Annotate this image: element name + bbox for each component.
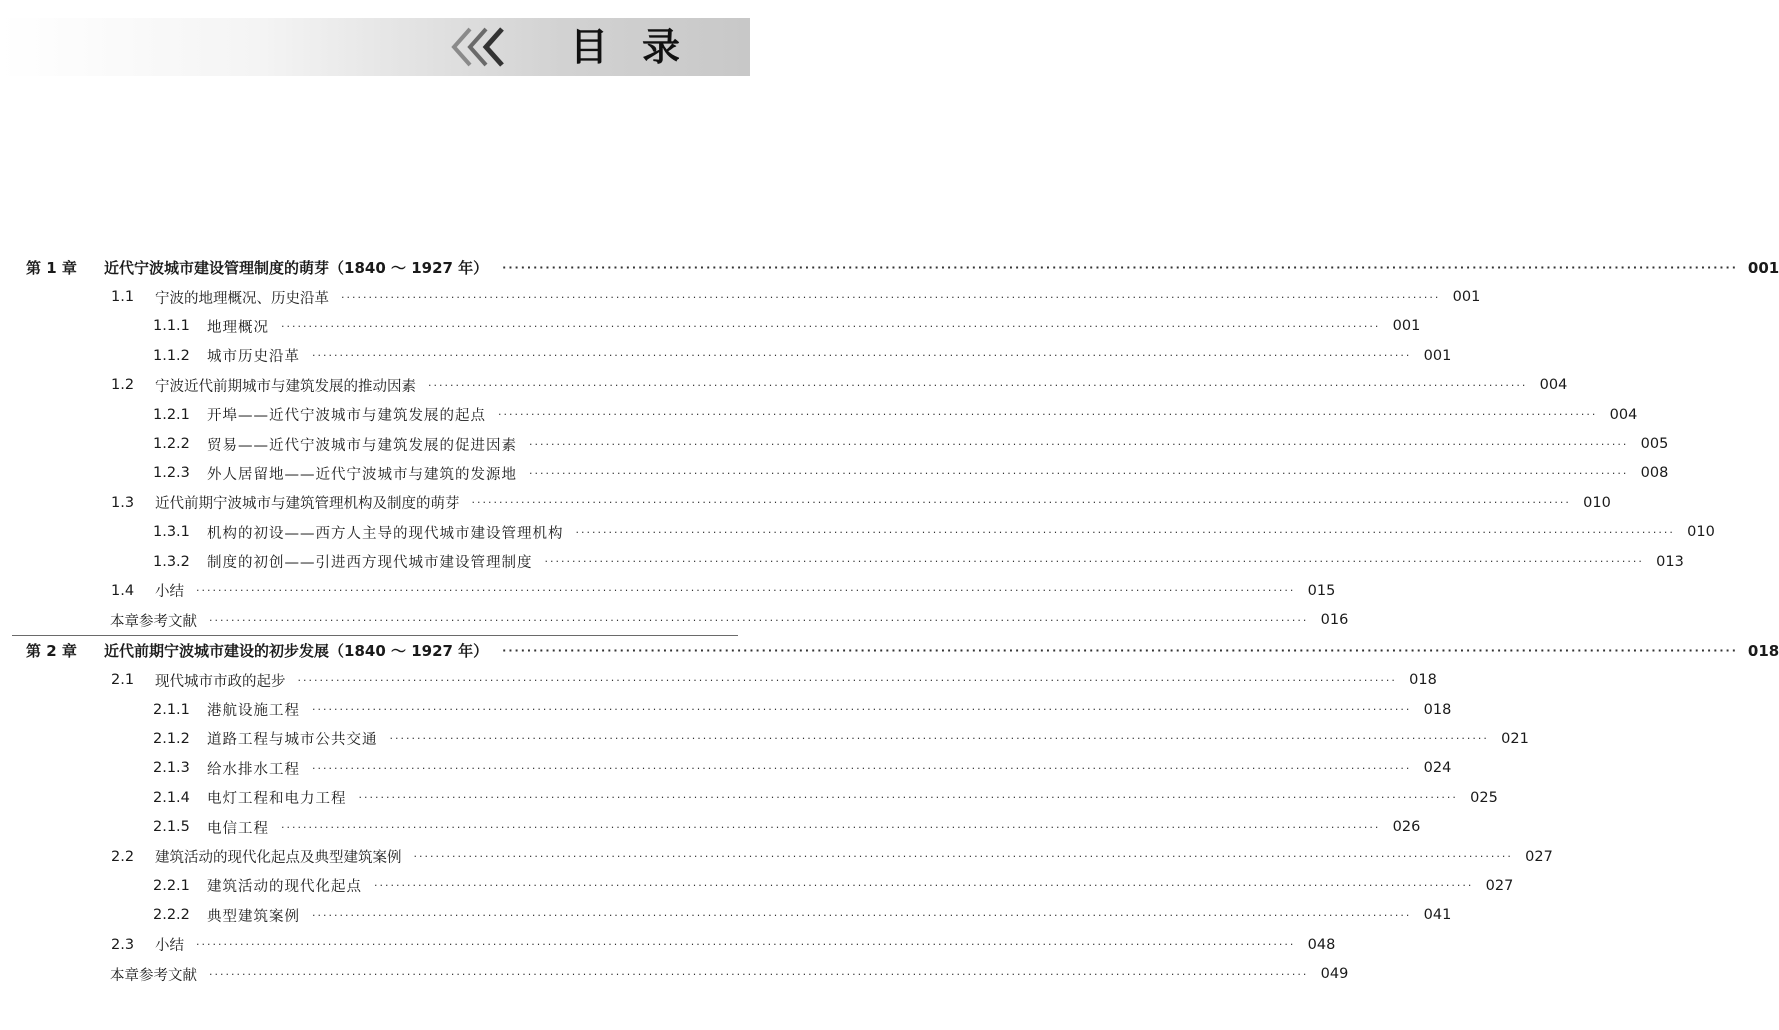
- toc-entry-title: 现代城市市政的起步: [155, 673, 286, 690]
- toc-entry-number: 第 1 章: [26, 259, 77, 278]
- toc-entry-title: 开埠——近代宁波城市与建筑发展的起点: [207, 408, 486, 425]
- toc-page-number: 027: [1485, 877, 1514, 894]
- toc-entry-number: 第 2 章: [26, 642, 77, 661]
- toc-entry-number: 2.1.5: [153, 819, 190, 836]
- toc-entry-number: 1.1.2: [153, 347, 190, 364]
- dot-leader: ········································································································································································································: [529, 437, 1629, 451]
- toc-sub-row[interactable]: [0, 400, 1638, 429]
- toc-entry-number: 1.3.2: [153, 553, 190, 570]
- toc-section-row[interactable]: [0, 488, 1611, 517]
- toc-entry-title: 港航设施工程: [207, 703, 300, 720]
- toc-entry-number: 1.2.2: [153, 436, 190, 453]
- toc-page-number: 018: [1423, 701, 1452, 718]
- toc-page-number: 004: [1539, 377, 1568, 394]
- toc-page-number: 048: [1307, 936, 1336, 953]
- toc-sub-row[interactable]: [0, 312, 1421, 341]
- toc-entry-title: 近代前期宁波城市与建筑管理机构及制度的萌芽: [155, 496, 460, 513]
- toc-sub-row[interactable]: [0, 695, 1452, 724]
- toc-page-number: 018: [1409, 672, 1437, 689]
- dot-leader: ········································································································································································································: [374, 879, 1474, 893]
- dot-leader: ········································································································································································································: [196, 938, 1296, 952]
- toc-sub-row[interactable]: [0, 518, 1715, 547]
- toc-entry-number: 1.1: [111, 289, 135, 306]
- dot-leader: ········································································································································································································: [196, 584, 1296, 598]
- toc-entry-title: 外人居留地——近代宁波城市与建筑的发源地: [207, 466, 517, 483]
- contents-header: [0, 18, 750, 76]
- toc-page-number: 025: [1470, 789, 1498, 806]
- toc-sub-row[interactable]: [0, 783, 1498, 812]
- dot-leader: ········································································································································································································: [471, 496, 1571, 510]
- toc-entry-title: 地理概况: [207, 319, 269, 336]
- toc-sub-row[interactable]: [0, 754, 1452, 783]
- dot-leader: ········································································································································································································: [312, 703, 1412, 717]
- dot-leader: ········································································································································································································: [428, 378, 1528, 392]
- toc-sub-row[interactable]: [0, 724, 1529, 753]
- dot-leader: ········································································································································································································: [297, 673, 1397, 687]
- toc-chapter-row[interactable]: [0, 636, 1779, 665]
- toc-entry-number: 1.3: [111, 494, 135, 511]
- toc-entry-number: 2.1.3: [153, 760, 190, 777]
- toc-entry-title: 城市历史沿革: [207, 349, 300, 366]
- dot-leader: ········································································································································································································: [413, 850, 1513, 863]
- toc-section-row[interactable]: [0, 930, 1336, 959]
- toc-entry-title: 宁波的地理概况、历史沿革: [155, 290, 329, 307]
- dot-leader: ········································································································································································································: [281, 820, 1381, 834]
- toc-page-number: 026: [1392, 819, 1421, 836]
- toc-sub-row[interactable]: [0, 547, 1684, 576]
- toc-page-number: 015: [1307, 582, 1336, 599]
- toc-sub-row[interactable]: [0, 429, 1669, 458]
- dot-leader: ········································································································································································································: [575, 525, 1675, 539]
- toc-sub-row[interactable]: [0, 459, 1669, 488]
- toc-entry-number: 2.2.1: [153, 877, 190, 894]
- toc-page-number: 001: [1423, 347, 1452, 364]
- toc-entry-number: 1.2.1: [153, 406, 190, 423]
- toc-entry-number: 1.1.1: [153, 318, 190, 335]
- page-title: 目录: [570, 25, 715, 69]
- toc-entry-number: 1.2.3: [153, 465, 190, 482]
- toc-entry-title: 典型建筑案例: [207, 908, 300, 925]
- toc-entry-number: 2.1.4: [153, 789, 190, 806]
- toc-page-number: 008: [1640, 465, 1669, 482]
- toc-chapter-row[interactable]: [0, 253, 1779, 282]
- toc-section-row[interactable]: [0, 842, 1553, 871]
- toc-entry-title: 建筑活动的现代化起点: [207, 879, 362, 896]
- toc-page-number: 021: [1501, 730, 1529, 747]
- toc-page-number: 016: [1320, 612, 1349, 629]
- toc-page-number: 027: [1525, 848, 1553, 865]
- toc-entry-number: 1.4: [111, 582, 135, 599]
- toc-entry-title: 本章参考文献: [110, 613, 197, 630]
- toc-entry-title: 近代前期宁波城市建设的初步发展（1840 ～ 1927 年）: [104, 642, 489, 661]
- toc-page-number: 005: [1640, 436, 1669, 453]
- dot-leader: ········································································································································································································: [312, 349, 1412, 363]
- toc-sub-row[interactable]: [0, 341, 1452, 370]
- dot-leader: ········································································································································································································: [312, 908, 1412, 922]
- toc-entry-title: 道路工程与城市公共交通: [207, 732, 378, 749]
- toc-entry-title: 小结: [155, 938, 184, 955]
- toc-sub-row[interactable]: [0, 871, 1514, 900]
- toc-entry-number: 2.3: [111, 936, 135, 953]
- toc-entry-number: 2.1.2: [153, 730, 190, 747]
- toc-section-row[interactable]: [0, 576, 1336, 605]
- toc-section-row[interactable]: [0, 282, 1481, 311]
- toc-entry-title: 电灯工程和电力工程: [207, 791, 347, 808]
- dot-leader: ········································································································································································································: [209, 613, 1309, 627]
- toc-page-number: 010: [1687, 524, 1715, 541]
- toc-entry-title: 制度的初创——引进西方现代城市建设管理制度: [207, 555, 533, 572]
- toc-entry-title: 建筑活动的现代化起点及典型建筑案例: [155, 850, 402, 866]
- toc-page-number: 041: [1423, 907, 1452, 924]
- toc-entry-title: 给水排水工程: [207, 761, 300, 778]
- dot-leader: ········································································································································································································: [312, 761, 1412, 775]
- toc-entry-number: 1.2: [111, 377, 135, 394]
- double-chevron-left-icon: [448, 20, 512, 74]
- toc-page-number: 018: [1747, 641, 1779, 660]
- toc-entry-number: 2.2: [111, 848, 135, 865]
- toc-entry-title: 小结: [155, 584, 184, 601]
- dot-leader: ········································································································································································································: [502, 261, 1738, 275]
- toc-entry-number: 2.1.1: [153, 701, 190, 718]
- toc-ref-row[interactable]: [0, 606, 1349, 635]
- toc-section-row[interactable]: [0, 371, 1568, 400]
- dot-leader: ········································································································································································································: [358, 791, 1458, 805]
- dot-leader: ········································································································································································································: [281, 319, 1381, 333]
- table-of-contents: [0, 253, 1779, 989]
- toc-entry-number: 2.2.2: [153, 907, 190, 924]
- toc-entry-title: 近代宁波城市建设管理制度的萌芽（1840 ～ 1927 年）: [104, 259, 489, 278]
- dot-leader: ········································································································································································································: [389, 732, 1489, 746]
- toc-sub-row[interactable]: [0, 812, 1421, 841]
- dot-leader: ········································································································································································································: [498, 408, 1598, 422]
- dot-leader: ········································································································································································································: [209, 967, 1309, 981]
- toc-page-number: 010: [1583, 494, 1611, 511]
- toc-entry-title: 贸易——近代宁波城市与建筑发展的促进因素: [207, 437, 517, 454]
- toc-page-number: 024: [1423, 760, 1452, 777]
- toc-section-row[interactable]: [0, 665, 1437, 694]
- toc-entry-number: 2.1: [111, 672, 135, 689]
- toc-entry-title: 宁波近代前期城市与建筑发展的推动因素: [155, 378, 416, 395]
- toc-page-number: 013: [1656, 553, 1684, 570]
- dot-leader: ········································································································································································································: [341, 290, 1441, 304]
- dot-leader: ········································································································································································································: [544, 555, 1644, 569]
- toc-entry-title: 电信工程: [207, 820, 269, 837]
- toc-page-number: 001: [1392, 318, 1421, 335]
- toc-entry-title: 机构的初设——西方人主导的现代城市建设管理机构: [207, 525, 564, 542]
- dot-leader: ········································································································································································································: [502, 644, 1738, 658]
- toc-page-number: 001: [1747, 258, 1779, 277]
- toc-entry-title: 本章参考文献: [110, 967, 197, 984]
- toc-page-number: 049: [1320, 966, 1349, 983]
- toc-page-number: 001: [1452, 289, 1481, 306]
- toc-sub-row[interactable]: [0, 901, 1452, 930]
- toc-page-number: 004: [1609, 406, 1638, 423]
- toc-entry-number: 1.3.1: [153, 524, 190, 541]
- toc-ref-row[interactable]: [0, 959, 1349, 988]
- dot-leader: ········································································································································································································: [529, 466, 1629, 480]
